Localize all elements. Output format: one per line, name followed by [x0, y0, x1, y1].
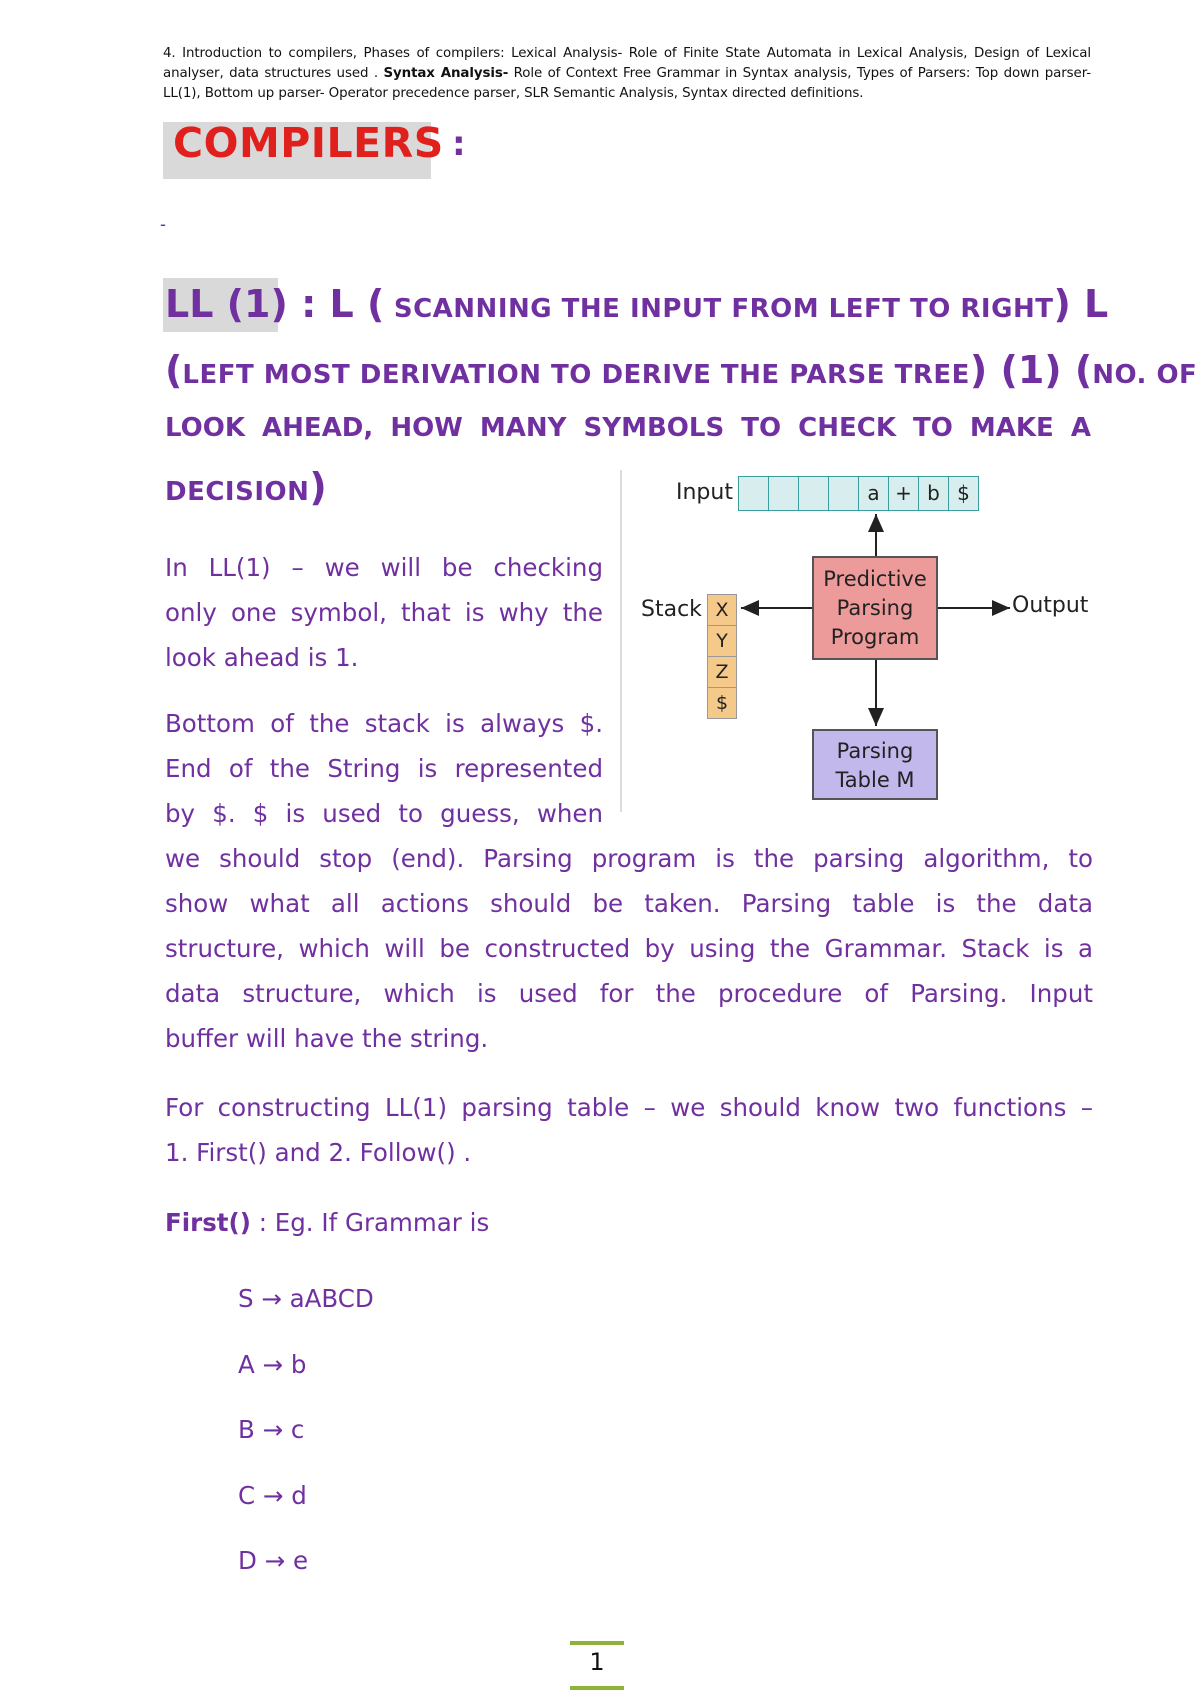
text-line: look ahead is 1.	[165, 643, 359, 672]
box-line: Program	[830, 625, 920, 649]
input-label: Input	[676, 480, 733, 505]
page-number: 1	[589, 1648, 605, 1676]
text-line: data structure, which is used for the procedure of Parsing. Input	[165, 979, 1093, 1008]
text-line: buffer will have the string.	[165, 1024, 489, 1053]
page-title: COMPILERS	[173, 119, 444, 167]
box-line: Table M	[835, 768, 915, 792]
stack-cell: Y	[707, 625, 737, 657]
syllabus-suffix: Role of Context Free Grammar in Syntax analysis, Types of Parsers: Top down parser- LL(1), Bottom up parser- Operator precedence parser, SLR Semantic Analysis, Syntax directed definitions.	[163, 66, 1091, 101]
stack-cell: Z	[707, 656, 737, 688]
box-line: Predictive	[823, 567, 927, 591]
first-rest: : Eg. If Grammar is	[250, 1208, 490, 1237]
syllabus-prefix: 4. Introduction to compilers, Phases of compilers: Lexical Analysis- Role of Finite State Automata in Lexical Analysis, Design of Lexical analyser, data structures used .	[163, 46, 1091, 81]
stack-cell: $	[707, 687, 737, 719]
input-cell: $	[948, 476, 979, 511]
grammar-rule: B → c	[238, 1415, 305, 1444]
text-line: by $. $ is used to guess, when	[165, 799, 603, 828]
page-number-rule-bottom	[570, 1686, 624, 1690]
grammar-rule: A → b	[238, 1349, 307, 1379]
heading-decision: DECISION	[165, 477, 310, 507]
box-line: Parsing	[836, 739, 914, 763]
heading-close-paren: )	[309, 465, 327, 509]
heading-one: ) (1) (	[969, 348, 1093, 392]
stack-label: Stack	[641, 597, 702, 622]
heading-ll1: LL (1)	[165, 282, 288, 326]
text-line: 1. First() and 2. Follow() .	[165, 1138, 472, 1167]
text-line: In LL(1) – we will be checking	[165, 553, 603, 582]
syllabus-syntax-analysis: Syntax Analysis-	[383, 66, 509, 81]
page-number-rule-top	[570, 1641, 624, 1645]
grammar-rule: C → d	[238, 1480, 307, 1510]
heading-leftmost: LEFT MOST DERIVATION TO DERIVE THE PARSE TREE	[182, 360, 970, 390]
text-line: structure, which will be constructed by using the Grammar. Stack is a	[165, 934, 1093, 963]
text-line: For constructing LL(1) parsing table – we should know two functions –	[165, 1093, 1093, 1122]
input-cell: +	[888, 476, 919, 511]
first-intro	[165, 1200, 1093, 1245]
heading-l-open: : L (	[287, 282, 385, 326]
heading-scanning: SCANNING THE INPUT FROM LEFT TO RIGHT	[384, 294, 1054, 324]
box-line: Parsing	[836, 596, 914, 620]
title-colon: :	[452, 124, 466, 164]
heading-line-3: LOOK AHEAD, HOW MANY SYMBOLS TO CHECK TO MAKE A	[165, 413, 1091, 443]
paragraph-functions	[165, 1085, 1093, 1175]
grammar-list	[238, 1266, 374, 1594]
input-cell: a	[858, 476, 889, 511]
stack-cell: X	[707, 594, 737, 626]
text-line: Bottom of the stack is always $.	[165, 709, 603, 738]
input-cell: b	[918, 476, 949, 511]
heading-no-of: NO. OF	[1092, 360, 1198, 390]
heading-paren: (	[165, 348, 183, 392]
grammar-rule: D → e	[238, 1546, 309, 1575]
dash-mark: -	[160, 214, 166, 234]
output-label: Output	[1012, 593, 1089, 618]
text-line: show what all actions should be taken. Parsing table is the data	[165, 889, 1093, 918]
text-line: only one symbol, that is why the	[165, 598, 603, 627]
first-label: First()	[165, 1208, 251, 1237]
heading-l-close: ) L	[1053, 282, 1109, 326]
grammar-rule: S → aABCD	[238, 1284, 374, 1313]
text-line: we should stop (end). Parsing program is the parsing algorithm, to	[165, 844, 1093, 873]
text-line: End of the String is represented	[165, 754, 603, 783]
